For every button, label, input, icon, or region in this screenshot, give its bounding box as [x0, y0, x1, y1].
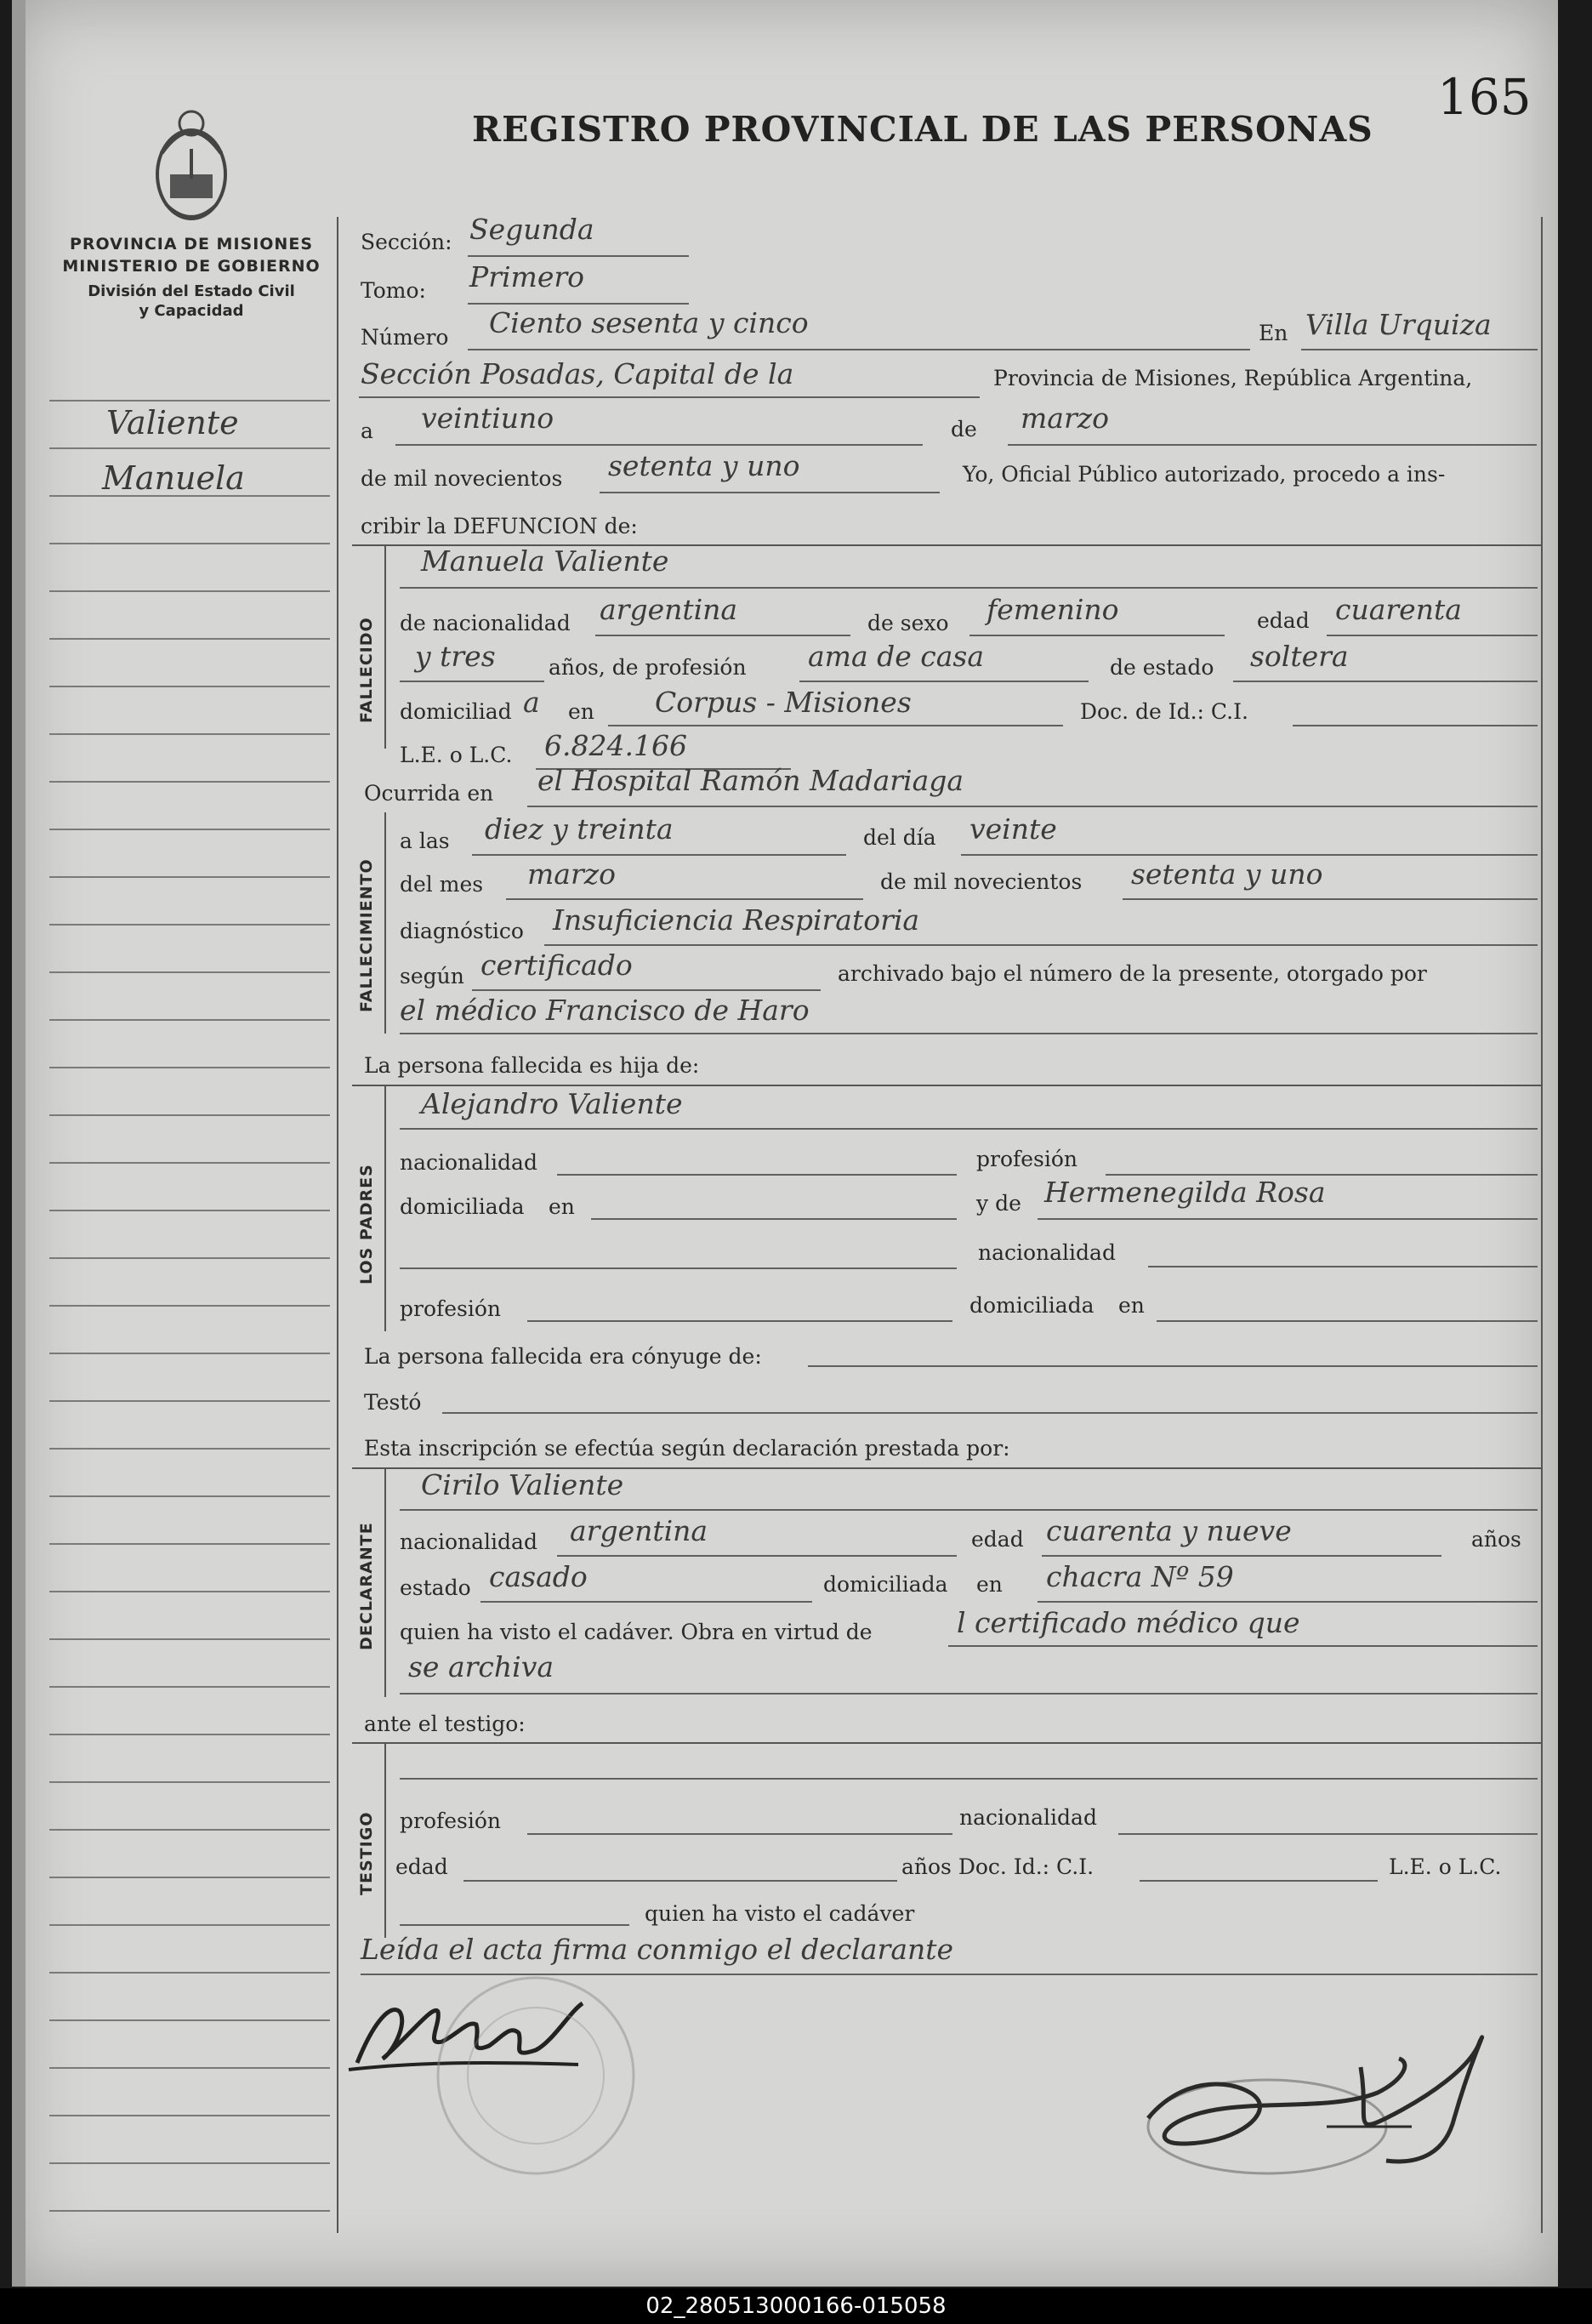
estado-label: de estado: [1110, 655, 1214, 680]
margin-surname: Valiente: [106, 404, 239, 441]
margin-rule-line: [49, 1781, 330, 1783]
field-line: [557, 1174, 957, 1176]
margin-rule-line: [49, 1638, 330, 1640]
field-line: [799, 681, 1089, 682]
field-line: [400, 1033, 1538, 1034]
field-line: [600, 492, 940, 493]
fallecido-box-border: [384, 544, 386, 749]
field-line: [400, 681, 544, 682]
mes-value: marzo: [1021, 402, 1109, 435]
page-title: REGISTRO PROVINCIAL DE LAS PERSONAS: [472, 109, 1373, 150]
field-line: [969, 635, 1225, 636]
p-domiciliada-label: domiciliada: [400, 1194, 525, 1219]
t-nacionalidad-label: nacionalidad: [959, 1805, 1097, 1830]
section-divider: [352, 1742, 1541, 1744]
de-label: de: [951, 417, 977, 441]
margin-rule-line: [49, 1734, 330, 1735]
t-anos-label: años Doc. Id.: C.I.: [901, 1854, 1094, 1879]
margin-rule-line: [49, 1972, 330, 1974]
margin-rule-line: [49, 2162, 330, 2164]
field-line: [808, 1365, 1538, 1367]
domiciliado-label: domiciliad: [400, 699, 512, 724]
coat-of-arms-icon: [145, 102, 238, 230]
margin-rule-line: [49, 1924, 330, 1926]
fallecido-side-label: FALLECIDO: [357, 617, 376, 723]
field-line: [468, 255, 689, 257]
field-line: [395, 444, 923, 446]
margin-rule-line: [49, 400, 330, 402]
conyuge-label: La persona fallecida era cónyuge de:: [364, 1344, 762, 1369]
field-line: [1148, 1266, 1538, 1267]
margin-rule-line: [49, 1400, 330, 1402]
nacionalidad-value: argentina: [600, 593, 738, 626]
p-domiciliada2-label: domiciliada: [969, 1293, 1094, 1318]
margin-rule-line: [49, 543, 330, 544]
d-estado-label: estado: [400, 1575, 471, 1600]
province-name: PROVINCIA DE MISIONES: [69, 235, 314, 253]
margin-rule-line: [49, 1257, 330, 1259]
nacionalidad-label: de nacionalidad: [400, 611, 571, 635]
dia-value: veintiuno: [421, 402, 554, 435]
yo-label: Yo, Oficial Público autorizado, procedo a ins-: [963, 462, 1446, 487]
field-line: [400, 1778, 1538, 1780]
d-nacionalidad-label: nacionalidad: [400, 1529, 537, 1554]
official-stamp: [400, 1957, 672, 2178]
margin-rule-line: [49, 1495, 330, 1497]
de-mil2-label: de mil novecientos: [880, 869, 1083, 894]
numero-value: Ciento sesenta y cinco: [489, 306, 809, 339]
d-edad-label: edad: [971, 1527, 1024, 1552]
field-line: [1038, 1218, 1538, 1220]
field-line: [527, 1833, 952, 1835]
field-line: [557, 1555, 957, 1557]
ministry-name: MINISTERIO DE GOBIERNO: [62, 257, 321, 276]
seccion-label: Sección:: [361, 230, 452, 254]
d-nacionalidad-value: argentina: [570, 1514, 708, 1547]
testo-label: Testó: [364, 1390, 422, 1415]
field-line: [1327, 635, 1538, 636]
margin-rule-line: [49, 1829, 330, 1831]
field-line: [1038, 1601, 1538, 1603]
field-line: [948, 1645, 1538, 1647]
field-line: [400, 1693, 1538, 1695]
field-line: [400, 1267, 957, 1269]
mes-muerte-value: marzo: [527, 857, 616, 891]
field-line: [463, 1880, 897, 1882]
field-line: [400, 1128, 1538, 1130]
edad-value: cuarenta: [1335, 593, 1462, 626]
official-signature: [1131, 2016, 1539, 2186]
a-label: a: [361, 419, 373, 443]
edad2-value: y tres: [415, 640, 496, 673]
margin-rule-line: [49, 2019, 330, 2021]
field-line: [544, 944, 1538, 946]
d-obra-value: l certificado médico que: [957, 1606, 1300, 1639]
field-line: [527, 1320, 952, 1322]
margin-rule-line: [49, 590, 330, 592]
seccion2-value: Sección Posadas, Capital de la: [361, 357, 794, 390]
declarante-side-label: DECLARANTE: [357, 1522, 376, 1650]
field-line: [1123, 898, 1538, 900]
margin-rule-line: [49, 2115, 330, 2116]
page-binding: [12, 0, 26, 2287]
margin-rule-line: [49, 781, 330, 783]
right-border: [1541, 217, 1543, 2233]
p-nacionalidad2-label: nacionalidad: [978, 1240, 1116, 1265]
issuing-authority: [47, 235, 336, 320]
diagnostico-label: diagnóstico: [400, 919, 524, 943]
field-line: [400, 1924, 629, 1926]
margin-rule-line: [49, 1353, 330, 1354]
field-line: [1140, 1880, 1378, 1882]
ante-label: ante el testigo:: [364, 1712, 526, 1736]
p-profesion2-label: profesión: [400, 1296, 502, 1321]
margin-rule-line: [49, 1067, 330, 1068]
t-profesion-label: profesión: [400, 1809, 502, 1833]
doc-label: Doc. de Id.: C.I.: [1080, 699, 1248, 724]
t-le-label: L.E. o L.C.: [1389, 1854, 1502, 1879]
tomo-label: Tomo:: [361, 278, 426, 303]
field-line: [591, 1218, 957, 1220]
field-line: [1301, 349, 1538, 350]
estado-value: soltera: [1250, 640, 1349, 673]
margin-rule-line: [49, 971, 330, 973]
numero-label: Número: [361, 325, 449, 350]
del-dia-label: del día: [863, 825, 936, 850]
page-number: 165: [1437, 68, 1532, 126]
d-domiciliada-label: domiciliada: [823, 1572, 948, 1597]
provincia-label: Provincia de Misiones, República Argentina,: [993, 366, 1473, 390]
field-line: [527, 806, 1538, 807]
d-edad-value: cuarenta y nueve: [1046, 1514, 1292, 1547]
margin-rule-line: [49, 829, 330, 830]
testigo-side-label: TESTIGO: [357, 1811, 376, 1895]
declarante-box-border: [384, 1467, 386, 1697]
field-line: [1118, 1833, 1538, 1835]
edad-label: edad: [1257, 608, 1310, 633]
field-line: [595, 635, 850, 636]
margin-rule-line: [49, 2210, 330, 2212]
field-line: [961, 854, 1538, 856]
margin-given-name: Manuela: [102, 459, 245, 497]
margin-rule-line: [49, 1114, 330, 1116]
dia-muerte-value: veinte: [969, 812, 1057, 846]
profesion-value: ama de casa: [808, 640, 985, 673]
t-edad-label: edad: [395, 1854, 448, 1879]
cribir-label: cribir la DEFUNCION de:: [361, 514, 638, 538]
en-value: Villa Urquiza: [1305, 308, 1492, 341]
margin-rule-line: [49, 686, 330, 687]
sexo-label: de sexo: [867, 611, 949, 635]
le-value: 6.824.166: [544, 729, 687, 762]
hija-label: La persona fallecida es hija de:: [364, 1053, 700, 1078]
field-line: [608, 725, 1063, 726]
inscripcion-label: Esta inscripción se efectúa según declaración prestada por:: [364, 1436, 1010, 1461]
margin-rule-line: [49, 1877, 330, 1878]
diagnostico-value: Insuficiencia Respiratoria: [553, 903, 920, 937]
padres-side-label: LOS PADRES: [357, 1164, 376, 1284]
p-en-label: en: [549, 1194, 575, 1219]
en-label: En: [1259, 321, 1288, 345]
p-nacionalidad-label: nacionalidad: [400, 1150, 537, 1175]
field-line: [442, 1412, 1538, 1414]
field-line: [1042, 1555, 1441, 1557]
margin-rule-line: [49, 1210, 330, 1211]
d-en-label: en: [976, 1572, 1003, 1597]
field-line: [472, 854, 846, 856]
margin-rule-line: [49, 1019, 330, 1021]
ocurrida-value: el Hospital Ramón Madariaga: [537, 764, 964, 797]
domiciliado-en-label: en: [568, 699, 594, 724]
archivado-label: archivado bajo el número de la presente, otorgado por: [838, 961, 1427, 986]
d-domicilio-value: chacra Nº 59: [1046, 1560, 1234, 1593]
field-line: [480, 1601, 812, 1603]
field-line: [468, 349, 1250, 350]
ano-value: setenta y uno: [608, 449, 800, 482]
left-column-border: [337, 217, 338, 2233]
field-line: [400, 587, 1538, 589]
margin-rule-line: [49, 1591, 330, 1592]
d-estado-value: casado: [489, 1560, 588, 1593]
margin-rule-line: [49, 2067, 330, 2069]
division-name-2: y Capacidad: [139, 302, 244, 320]
margin-rule-line: [49, 924, 330, 926]
t-visto-label: quien ha visto el cadáver: [645, 1901, 915, 1926]
padre-value: Alejandro Valiente: [421, 1087, 683, 1120]
division-name: División del Estado Civil: [88, 282, 295, 300]
fallecimiento-box-border: [384, 812, 386, 1034]
margin-rule-line: [49, 876, 330, 878]
image-id-footer: 02_280513000166-015058: [0, 2288, 1592, 2324]
field-line: [359, 396, 980, 398]
field-line: [1157, 1320, 1538, 1322]
medico-value: el médico Francisco de Haro: [400, 994, 810, 1027]
nombre-value: Manuela Valiente: [421, 544, 669, 578]
sexo-value: femenino: [986, 593, 1119, 626]
field-line: [1293, 725, 1538, 726]
ano-muerte-value: setenta y uno: [1131, 857, 1323, 891]
d-anos-label: años: [1471, 1527, 1521, 1552]
segun-value: certificado: [480, 948, 633, 982]
declarante-value: Cirilo Valiente: [421, 1468, 624, 1501]
margin-rule-line: [49, 638, 330, 640]
anos-profesion-label: años, de profesión: [549, 655, 747, 680]
ocurrida-label: Ocurrida en: [364, 781, 494, 806]
margin-rule-line: [49, 1543, 330, 1545]
d-visto-label: quien ha visto el cadáver. Obra en virtud de: [400, 1620, 873, 1644]
section-divider: [352, 1085, 1541, 1086]
seccion-value: Segunda: [469, 213, 594, 246]
field-line: [468, 303, 689, 305]
tomo-value: Primero: [469, 260, 584, 293]
p-en2-label: en: [1118, 1293, 1145, 1318]
field-line: [506, 898, 863, 900]
domicilio-value: Corpus - Misiones: [655, 686, 912, 719]
margin-rule-line: [49, 447, 330, 449]
a-las-label: a las: [400, 829, 450, 853]
field-line: [472, 989, 821, 991]
d-obra2-value: se archiva: [408, 1650, 554, 1683]
margin-rule-line: [49, 1448, 330, 1450]
madre-value: Hermenegilda Rosa: [1044, 1176, 1326, 1209]
del-mes-label: del mes: [400, 872, 484, 897]
field-line: [400, 1509, 1538, 1511]
margin-rule-line: [49, 733, 330, 735]
field-line: [1233, 681, 1538, 682]
domicilio-suffix-value: a: [523, 686, 540, 719]
de-mil-label: de mil novecientos: [361, 466, 563, 491]
margin-rule-line: [49, 1162, 330, 1164]
hora-value: diez y treinta: [485, 812, 674, 846]
testigo-box-border: [384, 1742, 386, 1938]
padres-box-border: [384, 1085, 386, 1331]
field-line: [1008, 444, 1537, 446]
margin-rule-line: [49, 1305, 330, 1307]
le-label: L.E. o L.C.: [400, 743, 513, 767]
p-profesion-label: profesión: [976, 1147, 1078, 1171]
y-de-label: y de: [976, 1191, 1021, 1216]
fallecimiento-side-label: FALLECIMIENTO: [357, 858, 376, 1012]
segun-label: según: [400, 964, 464, 988]
leida-value: Leída el acta firma conmigo el declarante: [361, 1933, 954, 1966]
margin-rule-line: [49, 1686, 330, 1688]
